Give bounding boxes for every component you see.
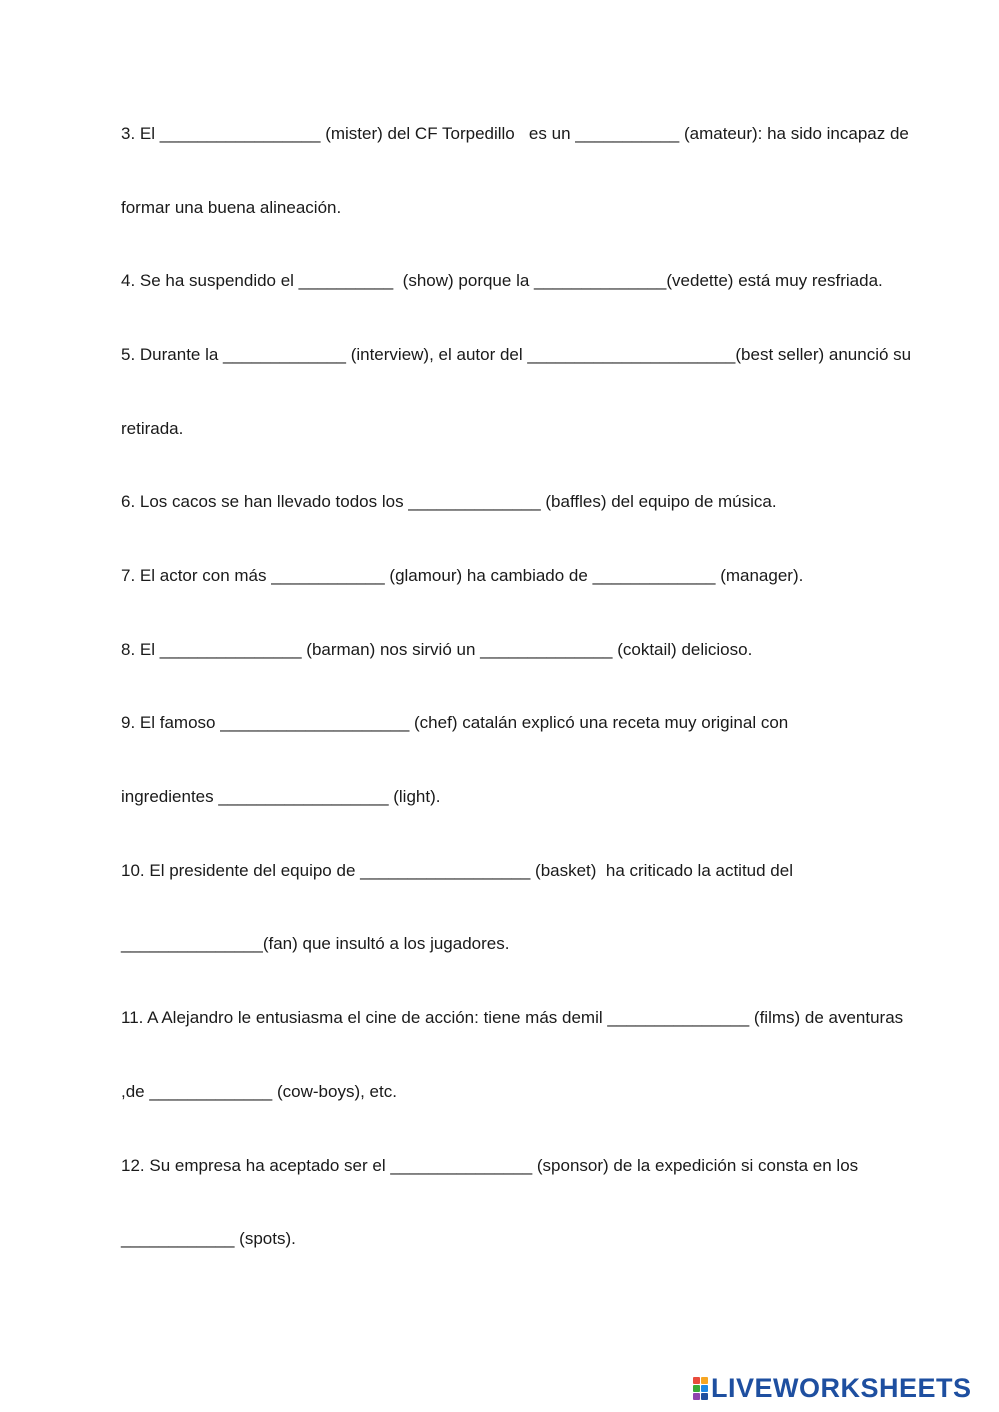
exercise-line-4: 4. Se ha suspendido el __________ (show) porque la ______________(vedette) está muy resfriada. — [121, 271, 883, 290]
logo-square-6 — [701, 1393, 708, 1400]
exercise-line-11b: ,de _____________ (cow-boys), etc. — [121, 1082, 397, 1101]
exercise-line-10b: _______________(fan) que insultó a los jugadores. — [121, 934, 510, 953]
liveworksheets-logo-icon — [693, 1377, 708, 1400]
exercise-line-6: 6. Los cacos se han llevado todos los ______________ (baffles) del equipo de música. — [121, 492, 777, 511]
logo-square-5 — [693, 1393, 700, 1400]
logo-square-2 — [701, 1377, 708, 1384]
exercise-line-9b: ingredientes __________________ (light). — [121, 787, 441, 806]
exercise-line-11a: 11. A Alejandro le entusiasma el cine de acción: tiene más demil _______________ (films) de aventuras — [121, 1008, 904, 1027]
exercise-line-3a: 3. El _________________ (mister) del CF Torpedillo es un ___________ (amateur): ha sido incapaz de — [121, 124, 909, 143]
liveworksheets-logo — [693, 1373, 972, 1403]
logo-text: LIVEWORKSHEETS — [711, 1373, 972, 1403]
exercise-line-3b: formar una buena alineación. — [121, 198, 342, 217]
exercise-line-9a: 9. El famoso ____________________ (chef) catalán explicó una receta muy original con — [121, 713, 789, 732]
exercise-line-12a: 12. Su empresa ha aceptado ser el _______________ (sponsor) de la expedición si consta en los — [121, 1156, 859, 1175]
exercise-line-7: 7. El actor con más ____________ (glamour) ha cambiado de _____________ (manager). — [121, 566, 804, 585]
exercise-line-12b: ____________ (spots). — [121, 1229, 296, 1248]
exercise-line-5a: 5. Durante la _____________ (interview), el autor del ______________________(best seller) anunció su — [121, 345, 912, 364]
exercise-line-10a: 10. El presidente del equipo de __________________ (basket) ha criticado la actitud del — [121, 861, 793, 880]
logo-square-1 — [693, 1377, 700, 1384]
exercise-line-5b: retirada. — [121, 419, 184, 438]
exercise-line-8: 8. El _______________ (barman) nos sirvió un ______________ (coktail) delicioso. — [121, 640, 753, 659]
logo-square-3 — [693, 1385, 700, 1392]
logo-square-4 — [701, 1385, 708, 1392]
